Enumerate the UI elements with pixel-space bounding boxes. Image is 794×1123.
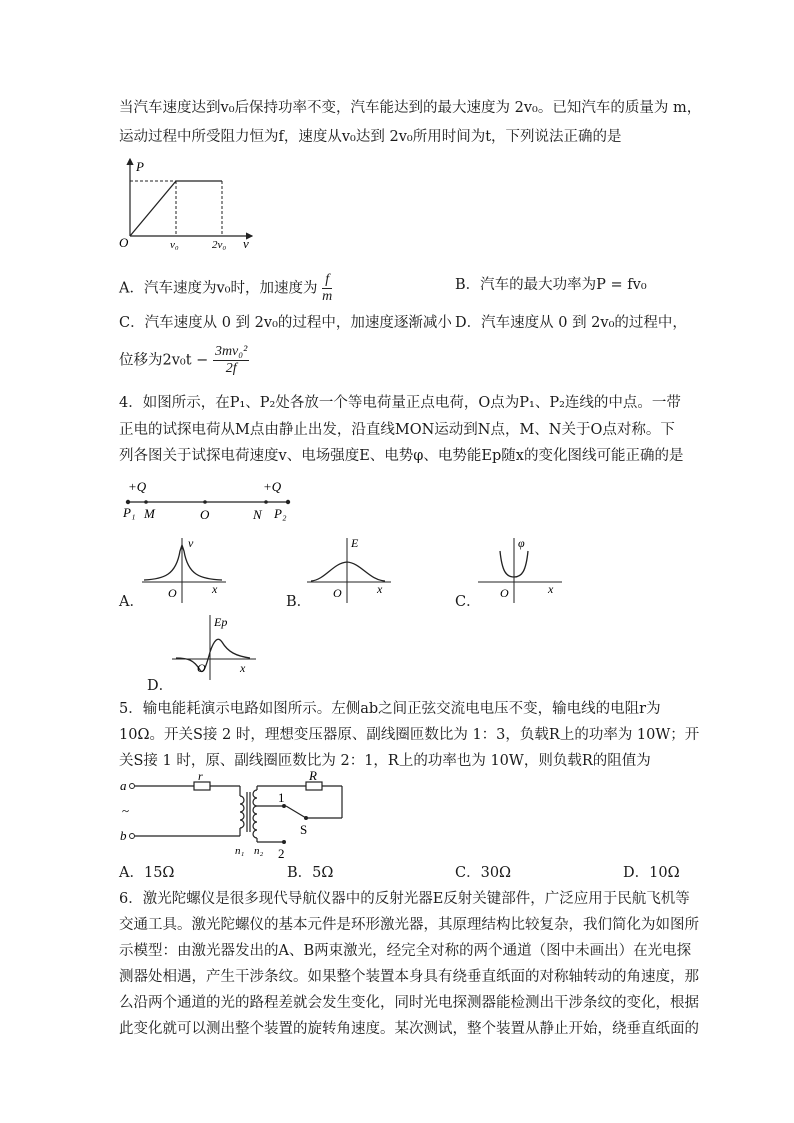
q6-line2: 交通工具。激光陀螺仪的基本元件是环形激光器，其原理结构比较复杂，我们简化为如图所 — [119, 917, 699, 933]
q4-graph-b — [305, 535, 395, 605]
curve-v — [144, 545, 222, 580]
curve-ep — [176, 639, 250, 671]
label-n1: n₁ — [235, 845, 245, 857]
q4-option-c-label: C． — [455, 594, 481, 610]
n-label: N — [253, 507, 262, 522]
q5-circuit-diagram — [116, 770, 356, 860]
secondary-coil — [253, 790, 257, 838]
fraction-displacement — [213, 344, 249, 377]
q4-option-d-label: D． — [147, 678, 174, 694]
label-ac: ~ — [122, 803, 130, 818]
origin-label: O — [197, 661, 206, 675]
fraction-numerator: 3mv₀² — [214, 344, 248, 359]
resistor-r — [194, 782, 210, 790]
p2-label: P₂ — [274, 506, 287, 521]
q4-option-b-label: B． — [286, 594, 312, 610]
q6-line1: 6．激光陀螺仪是很多现代导航仪器中的反射光器E反射关键部件，广泛应用于民航飞机等 — [119, 891, 690, 907]
origin-label: O — [168, 586, 177, 600]
curve-e — [311, 562, 385, 581]
origin-label: O — [333, 586, 342, 600]
x-axis-label: v — [243, 236, 249, 250]
terminal-b — [130, 834, 135, 839]
q5-option-a: A．15Ω — [119, 865, 175, 881]
q4-charge-diagram — [116, 476, 306, 526]
x-label: x — [377, 582, 383, 596]
q3-option-a — [119, 272, 332, 305]
axis-phi-label: φ — [518, 536, 525, 550]
point-o-dot — [203, 500, 207, 504]
q3-option-b: B．汽车的最大功率为P = fv₀ — [455, 277, 647, 293]
label-n2: n₂ — [254, 845, 264, 857]
charge-q1-label: +Q — [128, 479, 147, 494]
label-R: R — [309, 770, 317, 783]
q6-line6: 此变化就可以测出整个装置的旋转角速度。某次测试，整个装置从静止开始，绕垂直纸面的 — [119, 1021, 699, 1037]
q4-graph-c — [476, 535, 566, 605]
axis-v-label: v — [188, 536, 194, 550]
charge-p1-dot — [126, 500, 130, 504]
q3-option-d-cont-text: 位移为2v₀t − — [119, 352, 209, 369]
point-n-dot — [264, 500, 268, 504]
q4-line3: 列各图关于试探电荷速度v、电场强度E、电势φ、电势能Ep随x的变化图线可能正确的是 — [119, 448, 684, 464]
q3-option-d: D．汽车速度从 0 到 2v₀的过程中， — [455, 315, 687, 331]
tick-2v0: 2v₀ — [212, 239, 227, 250]
label-b: b — [120, 828, 127, 843]
q5-option-d: D．10Ω — [623, 865, 680, 881]
power-ramp-line — [130, 181, 176, 236]
q6-line3: 示模型：由激光器发出的A、B两束激光，经完全对称的两个通道（图中未画出）在光电探 — [119, 943, 692, 959]
point-m-dot — [144, 500, 148, 504]
label-contact-2: 2 — [278, 846, 285, 860]
q5-line1: 5．输电能耗演示电路如图所示。左侧ab之间正弦交流电电压不变，输电线的电阻r为 — [119, 701, 661, 717]
o-label: O — [200, 507, 210, 522]
q4-graph-d — [170, 612, 260, 684]
terminal-a — [130, 784, 135, 789]
q3-power-velocity-graph — [116, 155, 256, 250]
x-label: x — [548, 582, 554, 596]
q4-option-a-label: A． — [119, 594, 144, 610]
q4-line2: 正电的试探电荷从M点由静止出发，沿直线MON运动到N点，M、N关于O点对称。下 — [119, 422, 675, 438]
q5-option-c: C．30Ω — [455, 865, 512, 881]
q4-line1: 4．如图所示，在P₁、P₂处各放一个等电荷量正点电荷，O点为P₁、P₂连线的中点。一带 — [119, 395, 681, 411]
charge-q2-label: +Q — [263, 479, 282, 494]
axis-e-label: E — [351, 536, 359, 550]
label-r: r — [198, 770, 203, 783]
origin-label: O — [119, 235, 129, 250]
axis-ep-label: Ep — [214, 615, 228, 629]
y-axis-label: P — [136, 159, 144, 174]
q3-line1: 当汽车速度达到v₀后保持功率不变，汽车能达到的最大速度为 2v₀。已知汽车的质量为 m， — [119, 100, 702, 116]
primary-coil — [240, 796, 244, 828]
origin-label: O — [500, 586, 509, 600]
q6-line4: 测器处相遇，产生干涉条纹。如果整个装置本身具有绕垂直纸面的对称轴转动的角速度，那 — [119, 969, 699, 985]
fraction-denominator: 2f — [225, 361, 237, 376]
q3-option-d-continued — [119, 344, 249, 377]
tick-v0: v₀ — [170, 239, 179, 250]
q3-line2: 运动过程中所受阻力恒为f，速度从v₀达到 2v₀所用时间为t，下列说法正确的是 — [119, 129, 622, 145]
p1-label: P₁ — [123, 505, 136, 520]
x-label: x — [240, 661, 246, 675]
q5-option-b: B．5Ω — [287, 865, 334, 881]
switch-contact-2 — [282, 840, 286, 844]
fraction-denominator: m — [322, 289, 333, 304]
q3-option-a-text: A．汽车速度为v₀时，加速度为 — [119, 280, 318, 297]
load-resistor-R — [306, 782, 322, 790]
q5-line3: 关S接 1 时，原、副线圈匝数比为 2：1，R上的功率也为 10W，则负载R的阻值为 — [119, 753, 651, 769]
q4-graph-a — [140, 535, 230, 605]
label-a: a — [120, 778, 127, 793]
m-label: M — [144, 506, 155, 521]
q5-line2: 10Ω。开关S接 2 时，理想变压器原、副线圈匝数比为 1：3，负载R上的功率为 10W；开 — [119, 727, 700, 743]
q6-line5: 么沿两个通道的光的路程差就会发生变化，同时光电探测器能检测出干涉条纹的变化，根据 — [119, 995, 699, 1011]
charge-p2-dot — [286, 500, 290, 504]
x-label: x — [212, 582, 218, 596]
fraction-numerator: f — [322, 272, 332, 289]
fraction-f-over-m — [322, 272, 332, 305]
q3-option-c: C．汽车速度从 0 到 2v₀的过程中，加速度逐渐减小 — [119, 315, 452, 331]
switch-s — [286, 806, 306, 818]
label-switch-s: S — [300, 822, 308, 837]
label-contact-1: 1 — [278, 790, 285, 805]
